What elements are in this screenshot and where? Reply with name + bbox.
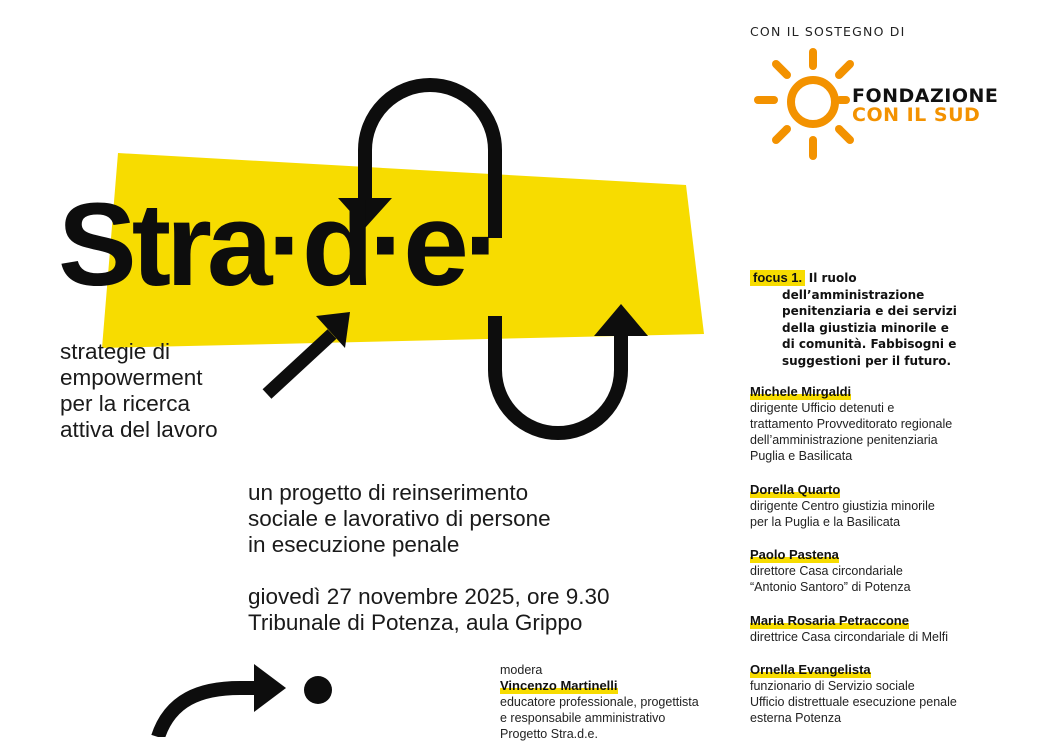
speaker-role: dell’amministrazione penitenziaria bbox=[750, 433, 938, 447]
curve-arrow-bottom-head bbox=[254, 664, 286, 712]
brand-name-line2: CON IL SUD bbox=[852, 104, 981, 126]
speaker-role: per la Puglia e la Basilicata bbox=[750, 515, 901, 529]
speaker-role: direttrice Casa circondariale di Melfi bbox=[750, 630, 948, 644]
tagline-line: empowerment bbox=[60, 365, 203, 390]
speaker-name: Paolo Pastena bbox=[750, 547, 839, 562]
speaker-role: direttore Casa circondariale bbox=[750, 564, 903, 578]
speaker-role: Puglia e Basilicata bbox=[750, 449, 853, 463]
tagline-line: strategie di bbox=[60, 339, 171, 364]
focus-line: suggestioni per il futuro. bbox=[782, 353, 952, 368]
moderator-name: Vincenzo Martinelli bbox=[500, 678, 618, 693]
speaker-role: Ufficio distrettuale esecuzione penale bbox=[750, 695, 957, 709]
focus-line: penitenziaria e dei servizi bbox=[782, 304, 957, 318]
brand-name-line1: FONDAZIONE bbox=[852, 85, 999, 107]
speaker-item bbox=[750, 384, 1000, 464]
focus-block bbox=[750, 270, 990, 369]
speaker-item bbox=[750, 547, 1000, 595]
project-description bbox=[248, 480, 551, 558]
moderator-detail: educatore professionale, progettista bbox=[500, 695, 699, 709]
tagline-line: attiva del lavoro bbox=[60, 417, 218, 442]
focus-line: di comunità. Fabbisogni e bbox=[782, 337, 957, 351]
sponsor-label: CON IL SOSTEGNO DI bbox=[750, 24, 906, 39]
focus-line: dell’amministrazione bbox=[782, 287, 925, 302]
hero-title: Stra·d·e· bbox=[58, 179, 499, 311]
speaker-name: Dorella Quarto bbox=[750, 482, 841, 497]
tagline-line: per la ricerca bbox=[60, 391, 191, 416]
focus-line: della giustizia minorile e bbox=[782, 320, 949, 335]
description-line: un progetto di reinserimento bbox=[248, 480, 529, 505]
speaker-role: funzionario di Servizio sociale bbox=[750, 679, 915, 693]
speaker-role: dirigente Centro giustizia minorile bbox=[750, 499, 935, 513]
bottom-dot bbox=[304, 676, 332, 704]
curve-arrow-bottom-icon bbox=[158, 688, 266, 737]
focus-tag: focus 1. bbox=[750, 270, 805, 286]
speaker-item bbox=[750, 482, 1000, 530]
description-line: in esecuzione penale bbox=[248, 532, 460, 557]
moderator-detail: Progetto Stra.d.e. bbox=[500, 727, 598, 741]
speaker-role: trattamento Provveditorato regionale bbox=[750, 417, 953, 431]
focus-heading: Il ruolo bbox=[808, 271, 857, 285]
event-date: giovedì 27 novembre 2025, ore 9.30 bbox=[248, 584, 610, 609]
speaker-role: “Antonio Santoro” di Potenza bbox=[750, 580, 911, 594]
event-info bbox=[248, 584, 610, 636]
speaker-role: dirigente Ufficio detenuti e bbox=[750, 401, 895, 415]
moderator-block bbox=[500, 662, 710, 742]
speaker-name: Ornella Evangelista bbox=[750, 662, 871, 677]
moderator-role: modera bbox=[500, 663, 543, 677]
sun-logo-icon bbox=[758, 52, 850, 156]
speaker-name: Michele Mirgaldi bbox=[750, 384, 852, 399]
speaker-name: Maria Rosaria Petraccone bbox=[750, 613, 909, 628]
tagline bbox=[60, 339, 218, 443]
speaker-item bbox=[750, 613, 1000, 645]
speaker-item bbox=[750, 662, 1000, 726]
description-line: sociale e lavorativo di persone bbox=[248, 506, 551, 531]
speaker-role: esterna Potenza bbox=[750, 711, 842, 725]
moderator-detail: e responsabile amministrativo bbox=[500, 711, 666, 725]
event-place: Tribunale di Potenza, aula Grippo bbox=[248, 610, 583, 635]
